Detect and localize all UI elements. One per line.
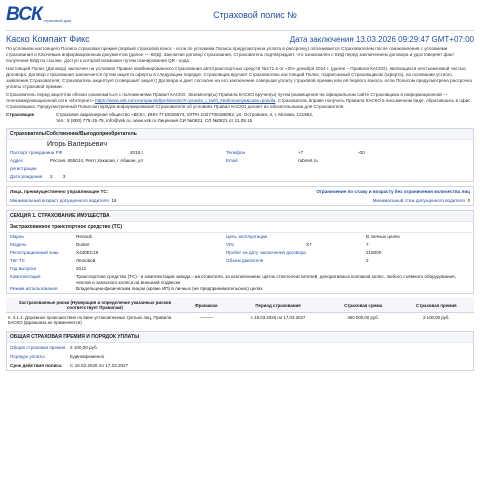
table-row: п. 4.1.2. Дорожное происшествие по вине установленных третьих лиц, Правила КАСКО (франшиза не применяется) ——— с 18.03.2026 по 17.03.2027 450 000,00 руб. 2 100,00 руб. [8, 315, 450, 325]
policyholder-header: Страхователь/Собственник/Выгодоприобретатель [7, 129, 473, 140]
property-section: СЕКЦИЯ 1. СТРАХОВАНИЕ ИМУЩЕСТВА Застрахованное транспортное средство (ТС) Марка Renault Цель эксплуатации В личных целях Модель Duster VIN X7 7 Регистрационный знак Х440ЕС19 Пробег на дату заключения договора 218000 Тип ТС Легковой Объем двигателя 2 Год выпуска 2012 Комплектация Транспортное средство (ТС) - в комплектации завода - изготовителя, за исключением: щеток стеклоочистителей, декоративных колпаков колес, любого съёмного оборудования, чехлов и запасного колеса на внешней подвеске Режим использования Владельцем-физическим лицом (кроме ИП) в личных (не предпринимательских) целях [6, 210, 474, 294]
product-name: Каско Компакт Фикс [6, 34, 90, 44]
header [6, 0, 474, 31]
intro-paragraph-1: По условиям настоящего Полиса страховая премия (первый страховой взнос - если по условиям Полиса предусмотрена уплата в рассрочку) оплачивается Страхователем после ознакомления с условиями страхования и Ключевым информационным документом (далее — КИД). Заключая договор страхования, Страхователь подтверждает, что ознакомлен с КИД перед заключением договора и удостоверяет факт получения КИД по ссылке, доступ к которой возможен путем сканирования QR - кода. [6, 46, 455, 63]
policy-title: Страховой полис № [213, 10, 297, 20]
intro-paragraph-2: Настоящий Полис (Договор) заключен на условиях Правил комбинированного страхования автотранспортных средств №171.6 от «20» декабря 2024 г. (далее – Правила КАСКО), являющихся неотъемлемой частью Договора. Договор страхования заключается путем акцепта оферты в следующем порядке: Страховщик вручает Страхователю настоящий Полис, подписанный Страховщиком (оферта), на основании устного заявления Страхователя; Страхователь акцептует (совершает акцепт) Договора и дает согласие на его заключение совершая уплату страховой премии или её первого взноса, если Полисом предусмотрена рассрочка уплаты страховой премии. [6, 66, 472, 89]
intro-paragraph-3: Страхователь перед акцептом обязан ознакомиться с положениями Правил КАСКО. Экземпляр(ы) Правила КАСКО вручен(ы) путем размещения на официальном сайте Страховщика в информационной — телекоммуникационной сети «Интернет» https://www.vsk.ru/o-kompanii/dlya-klientov?r=pravila_i_tarifi_strahovaniya&case=pravila. Страхователь вправе получить Правила КАСКО в письменном виде, обратившись в офис Страховщика. Предусмотренный Полисом порядок информирования Страхователя об условиях Правил КАСКО делает их обязательными для Страхователя. [6, 92, 471, 109]
policyholder-name: Игорь Валерьевич [47, 141, 108, 148]
insurer-row: Страховщик Страховое акционерное общество «ВСК», ИНН 7710026574, ОГРН 1027700186062, ул. Островная, 4, г. Москва, 121552, тел.: 8 (800) 775-15-75, info@vsk.ru, www.vsk.ru Лицензия СИ №0621, СЛ №0621 от 11.09.15 [6, 112, 314, 123]
rules-link[interactable]: https://www.vsk.ru/o-kompanii/dlya-klientov?r=pravila_i_tarifi_strahovaniya&case=pravila [95, 98, 276, 103]
policyholder-section: Страхователь/Собственник/Выгодоприобретатель Игорь Валерьевич Паспорт гражданина РФ 2018 г. Телефон +7 -00 Адрес регистрации Россия, 655014, Респ Хакасия, г Абакан, ул Email rabmet.ru Дата рождения 2 3 [6, 128, 474, 182]
conclusion-date: Дата заключения 13.03.2026 09:29:47 GMT+07:00 [289, 35, 474, 44]
totals-section: ОБЩАЯ СТРАХОВАЯ ПРЕМИЯ И ПОРЯДОК УПЛАТЫ Общая страховая премия 2 100,00 руб. Порядок уплаты Единовременно Срок действия полиса С 18.03.2026 по 17.03.2027 [6, 331, 474, 371]
drivers-section: Лица, преимущественно управляющие ТС: Ограничение по стажу и возрасту без ограничения количества лиц Минимальный возраст допущенного водителя 18 Минимальный стаж допущенного водителя 0 [6, 186, 474, 206]
vsk-logo: ВСК страховой дом [6, 4, 72, 25]
risks-table: Застрахованные риски (Нумерация и определение указанных рисков соответствует Правилам) Франшиза Период страхования Страховая сумма Страховая премия п. 4.1.2. Дорожное происшествие по вине установленных третьих лиц, Правила КАСКО (франшиза не применяется) ——— с 18.03.2026 по 17.03.2027 450 000,00 руб. 2 100,00 руб. [6, 298, 474, 327]
